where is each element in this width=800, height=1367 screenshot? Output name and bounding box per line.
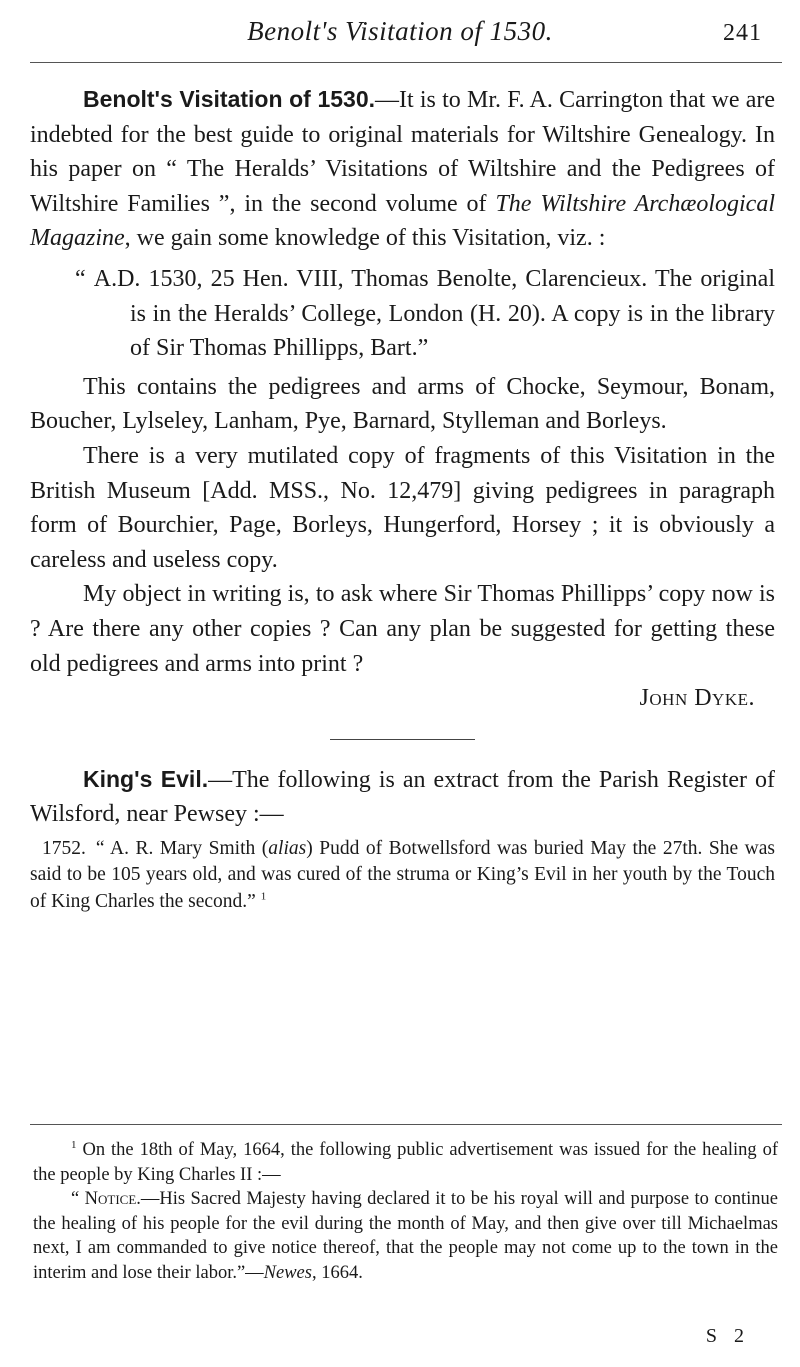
paragraph-mutilated-copy: There is a very mutilated copy of fragments of this Visitation in the British Museum [Add. MSS., No. 12,479] giving pedigrees in paragraph form of Bourchier, Page, Borleys, Hungerford, Horsey ; it is obviously a careless and useless copy. [30,442,775,573]
article-heading-benolt: Benolt's Visitation of 1530. [83,86,375,112]
register-entry [30,836,775,916]
footnote-marker: 1 [71,1138,77,1151]
printer-signature-mark: S 2 [705,1325,750,1347]
notice-source: Newes [263,1262,312,1283]
article-kings-evil-intro [30,762,775,832]
quote-open-mark: “ [75,265,94,292]
footnote-1 [33,1138,778,1187]
footnote-notice [33,1187,778,1285]
entry-year: 1752. [42,837,86,859]
entry-alias: alias [268,837,307,859]
notice-source-year: , 1664. [311,1262,363,1283]
magazine-title: The Wiltshire Archæological Magazine [30,190,775,252]
visitation-quote [75,262,775,366]
author-signature: John Dyke. [639,685,755,712]
paragraph-object: My object in writing is, to ask where Sir Thomas Phillipps’ copy now is ? Are there any other copies ? Can any plan be suggested for getting these old pedigrees and arms into print ? [30,581,775,677]
entry-text-part1: “ A. R. Mary Smith ( [95,837,269,859]
quote-date-label: A.D. [93,265,141,292]
intro-text-part2: , we gain some knowledge of this Visitation, viz. : [124,225,606,252]
intro-text-part1: —It is to Mr. F. A. Carrington that we are indebted for the best guide to original materials for Wiltshire Genealogy. In his paper on “ The Heralds’ Visitations of Wiltshire and the Pedigrees of Wiltshire Families ”, in the second volume of [30,87,775,217]
footnote-rule [30,1124,782,1125]
notice-label: Notice. [84,1189,141,1210]
footnotes [33,1138,778,1286]
running-head-title: Benolt's Visitation of 1530. [247,16,553,46]
footnote-text: On the 18th of May, 1664, the following public advertisement was issued for the healing of the people by King Charles II :— [33,1140,778,1185]
kings-evil-intro-text: —The following is an extract from the Parish Register of Wilsford, near Pewsey :— [30,766,775,828]
paragraph-pedigrees: This contains the pedigrees and arms of Chocke, Seymour, Bonam, Boucher, Lylseley, Lanham, Pye, Barnard, Stylleman and Borleys. [30,373,775,435]
article-benolt-intro [30,82,775,256]
body-text [30,82,775,915]
page-number: 241 [723,20,762,46]
header-rule [30,62,782,63]
section-divider [330,739,475,740]
entry-text-part2: ) Pudd of Botwellsford was buried May the 27th. She was said to be 105 years old, and was cured of the struma or King’s Evil in her youth by the Touch of King Charles the second.” [30,837,776,912]
notice-text: —His Sacred Majesty having declared it to be his royal will and purpose to continue the healing of his people for the evil during the month of May, and then give over till Michaelmas next, I am commanded to give notice thereof, that the people may not come up to the town in the interim and lose their labor.”— [33,1189,778,1283]
running-head [30,12,770,52]
footnote-reference[interactable]: 1 [260,890,267,903]
article-heading-kings-evil: King's Evil. [83,765,209,792]
notice-open-mark: “ [71,1189,85,1210]
quote-text: 1530, 25 Hen. VIII, Thomas Benolte, Clarencieux. The original is in the Heralds’ College, London (H. 20). A copy is in the library of Sir Thomas Phillipps, Bart.” [130,265,775,362]
